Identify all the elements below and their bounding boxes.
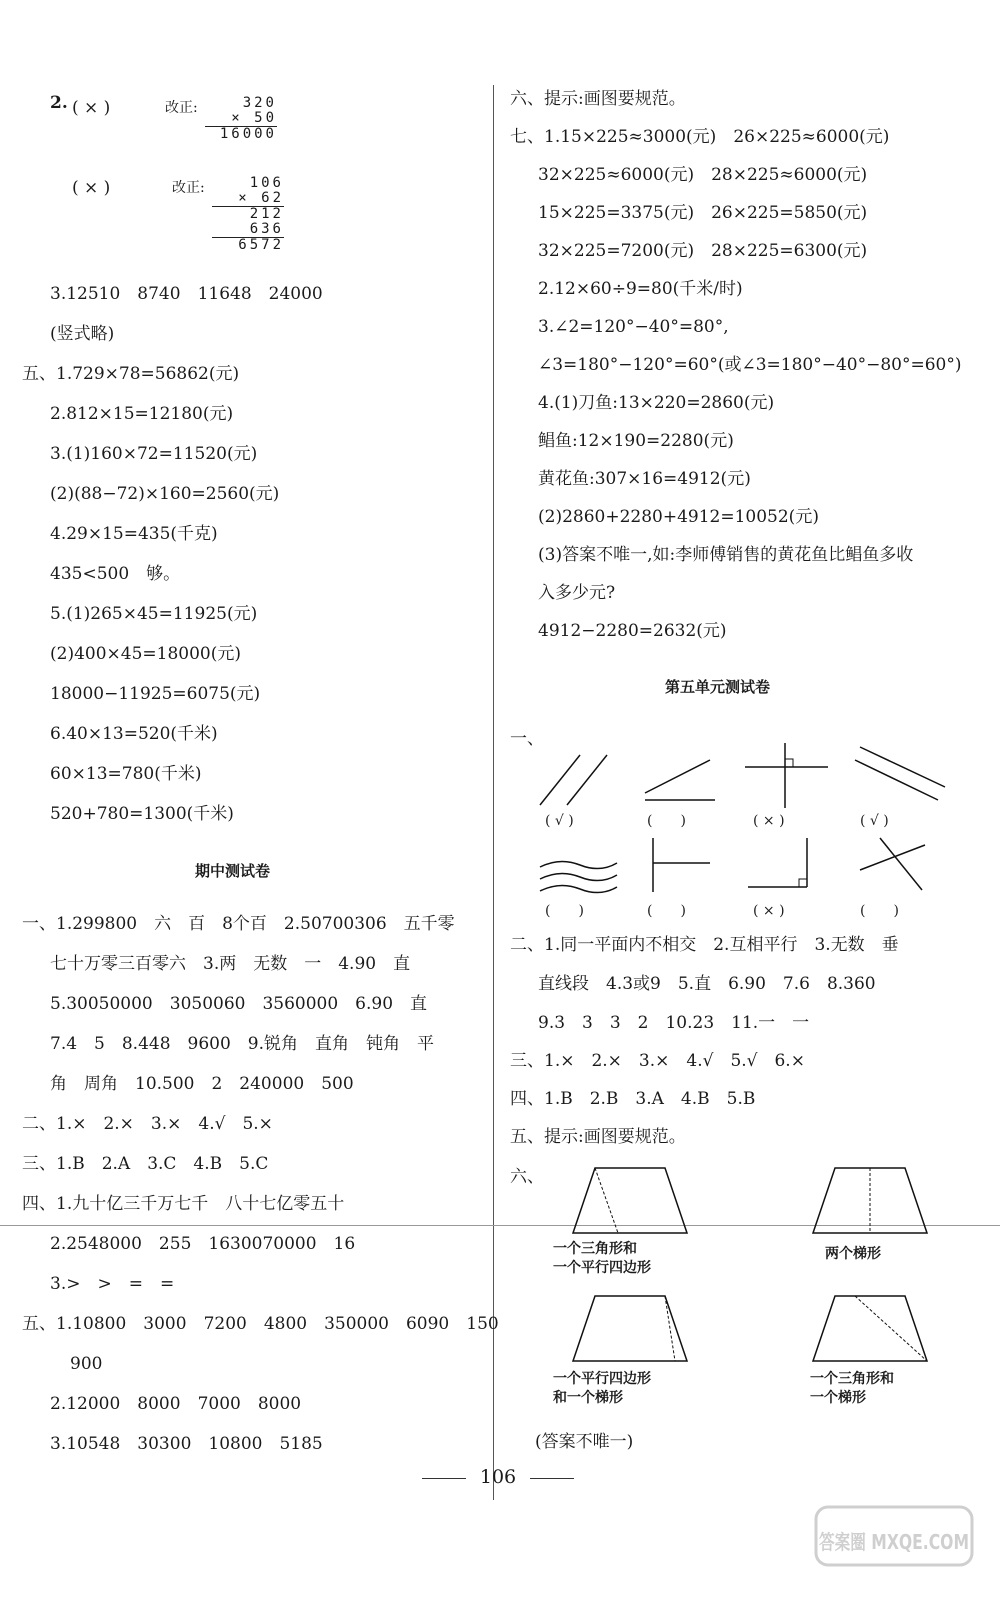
answer-line: 4.(1)刀鱼:13×220=2860(元) [538, 393, 775, 413]
answer-line: 60×13=780(千米) [50, 764, 202, 784]
answer-line: (2)400×45=18000(元) [50, 644, 241, 664]
intersecting-lines-figure [640, 755, 720, 805]
answer-line: 3.∠2=120°−40°=80°, [538, 317, 729, 337]
q2a-fix-label: 改正: [165, 100, 198, 116]
answer-line: 900 [70, 1354, 103, 1374]
answer-line: 2.812×15=12180(元) [50, 404, 234, 424]
judgement-mark: ( ) [860, 903, 899, 919]
right-column [505, 0, 996, 1600]
answer-line: 一、1.299800 六 百 8个百 2.50700306 五千零 [22, 914, 455, 934]
judgement-mark: ( ) [647, 903, 686, 919]
parallel-lines-figure [535, 750, 615, 810]
answer-line: 32×225=7200(元) 28×225=6300(元) [538, 241, 868, 261]
left-column [0, 0, 499, 1600]
answer-line: 3.> > = = [50, 1274, 175, 1294]
answer-line: 角 周角 10.500 2 240000 500 [50, 1074, 354, 1094]
q2b-mark: ( × ) [72, 178, 111, 198]
answer-line: 7.4 5 8.448 9600 9.锐角 直角 钝角 平 [50, 1034, 435, 1054]
judgement-mark: ( √ ) [860, 813, 889, 829]
judgement-mark: ( ) [647, 813, 686, 829]
answer-line: 5.30050000 3050060 3560000 6.90 直 [50, 994, 428, 1014]
answer-line: 七十万零三百零六 3.两 无数 一 4.90 直 [50, 954, 411, 974]
trapezoid-caption: 一个平行四边形 和一个梯形 [553, 1371, 651, 1406]
midterm-section-title: 期中测试卷 [195, 862, 271, 880]
trapezoid-triangle-trapezoid-figure [810, 1293, 930, 1365]
answer-line: 5.(1)265×45=11925(元) [50, 604, 258, 624]
unit5-section-title: 第五单元测试卷 [665, 678, 771, 696]
answer-line: 鲳鱼:12×190=2280(元) [538, 431, 734, 451]
parallel-lines-figure [850, 742, 950, 802]
answer-line: 四、1.B 2.B 3.A 4.B 5.B [510, 1089, 756, 1109]
answer-line: 四、1.九十亿三千万七千 八十七亿零五十 [22, 1194, 345, 1214]
trapezoid-triangle-parallelogram-figure [570, 1165, 690, 1237]
trapezoid-caption: 一个三角形和 一个平行四边形 [553, 1241, 651, 1276]
answer-line: 2.2548000 255 1630070000 16 [50, 1234, 356, 1254]
answer-line: 520+780=1300(千米) [50, 804, 234, 824]
watermark-logo [814, 1505, 974, 1595]
t-shape-lines-figure [645, 835, 715, 895]
answer-line: 七、1.15×225≈3000(元) 26×225≈6000(元) [510, 127, 890, 147]
trapezoid-parallelogram-trapezoid-figure [570, 1293, 690, 1365]
trapezoid-caption: 两个梯形 [825, 1246, 881, 1262]
answer-note: (答案不唯一) [535, 1432, 634, 1452]
answer-line: 直线段 4.3或9 5.直 6.90 7.6 8.360 [538, 974, 876, 994]
answer-line: 2.12×60÷9=80(千米/时) [538, 279, 743, 299]
answer-line: 4912−2280=2632(元) [538, 621, 727, 641]
answer-line: 435<500 够。 [50, 564, 181, 584]
answer-line: 4.29×15=435(千克) [50, 524, 218, 544]
q2b-vertical-calc: 106 × 62 212 636 6572 [212, 176, 284, 253]
judgement-mark: ( × ) [753, 903, 785, 919]
crossing-lines-figure [850, 835, 930, 895]
judgement-mark: ( √ ) [545, 813, 574, 829]
judgement-mark: ( ) [545, 903, 584, 919]
svg-text:答案圈 MXQE.COM: 答案圈 MXQE.COM [819, 1530, 969, 1554]
answer-line: 六、提示:画图要规范。 [510, 89, 686, 109]
answer-line: 五、1.10800 3000 7200 4800 350000 6090 150 [22, 1314, 499, 1334]
answer-line: (2)(88−72)×160=2560(元) [50, 484, 280, 504]
answer-line: 二、1.× 2.× 3.× 4.√ 5.× [22, 1114, 273, 1134]
answer-line: (3)答案不唯一,如:李师傅销售的黄花鱼比鲳鱼多收 [538, 545, 914, 565]
wavy-lines-figure [535, 855, 620, 900]
trapezoid-caption: 一个三角形和 一个梯形 [810, 1371, 894, 1406]
judgement-mark: ( × ) [753, 813, 785, 829]
q2-label: 2. [50, 93, 68, 113]
page-number: 106 [0, 1466, 996, 1488]
answer-line: 入多少元? [538, 583, 616, 603]
answer-line: 2.12000 8000 7000 8000 [50, 1394, 302, 1414]
answer-line: 6.40×13=520(千米) [50, 724, 218, 744]
answer-line: 3.(1)160×72=11520(元) [50, 444, 258, 464]
column-divider [493, 85, 494, 1500]
answer-line: 三、1.B 2.A 3.C 4.B 5.C [22, 1154, 269, 1174]
answer-line: 五、1.729×78=56862(元) [22, 364, 240, 384]
answer-line: 18000−11925=6075(元) [50, 684, 261, 704]
answer-line: ∠3=180°−120°=60°(或∠3=180°−40°−80°=60°) [538, 355, 962, 375]
q2a-mark: ( × ) [72, 98, 111, 118]
perpendicular-lines-figure [740, 740, 830, 810]
answer-line: 32×225≈6000(元) 28×225≈6000(元) [538, 165, 868, 185]
answer-line: 三、1.× 2.× 3.× 4.√ 5.√ 6.× [510, 1051, 805, 1071]
answer-line: 黄花鱼:307×16=4912(元) [538, 469, 751, 489]
answer-line: (2)2860+2280+4912=10052(元) [538, 507, 819, 527]
answer-line: 15×225=3375(元) 26×225=5850(元) [538, 203, 868, 223]
q2b-fix-label: 改正: [172, 180, 205, 196]
section-6-label: 六、 [510, 1167, 544, 1187]
answer-line: 3.12510 8740 11648 24000 [50, 284, 323, 304]
answer-line: 二、1.同一平面内不相交 2.互相平行 3.无数 垂 [510, 935, 899, 955]
section-1-label: 一、 [510, 729, 544, 749]
trapezoid-two-trapezoids-figure [810, 1165, 930, 1237]
answer-line: 3.10548 30300 10800 5185 [50, 1434, 323, 1454]
answer-line: 五、提示:画图要规范。 [510, 1127, 686, 1147]
answer-line: (竖式略) [50, 324, 115, 344]
answer-line: 9.3 3 3 2 10.23 11.一 一 [538, 1013, 810, 1033]
corner-lines-figure [745, 835, 825, 895]
q2a-vertical-calc: 320 × 50 16000 [205, 96, 277, 142]
